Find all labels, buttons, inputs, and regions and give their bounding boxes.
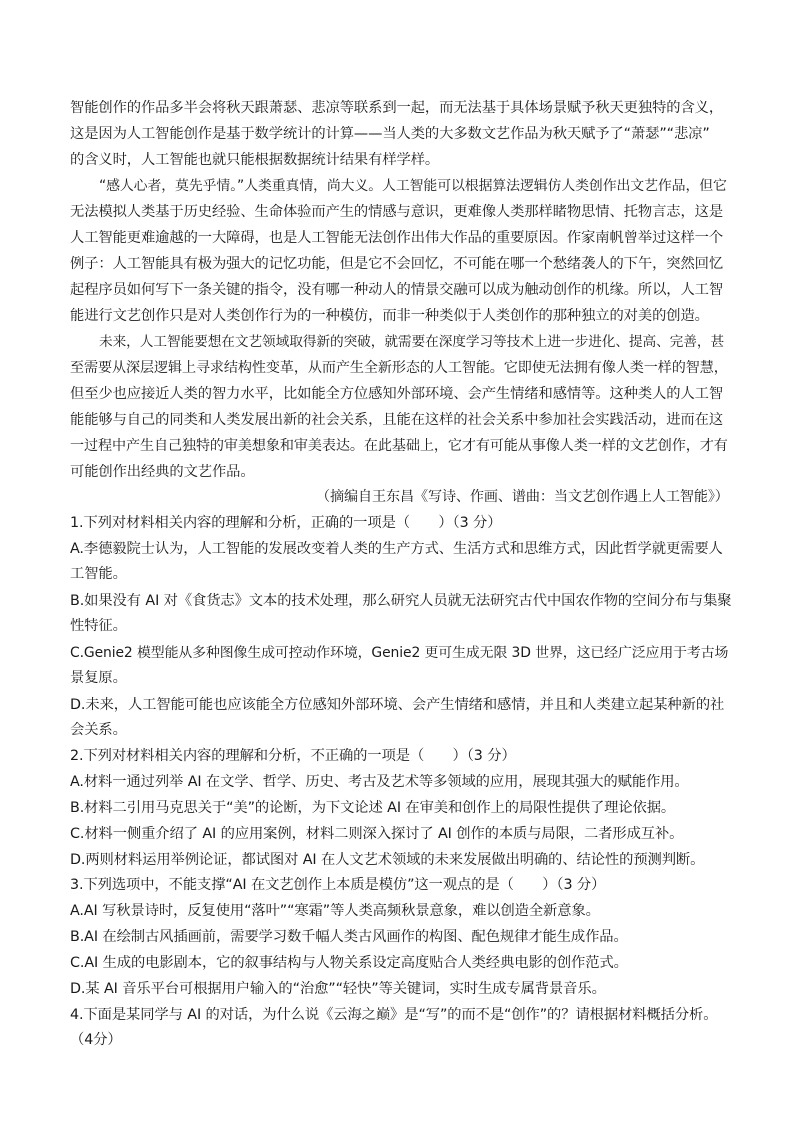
passage-line: 至需要从深层逻辑上寻求结构性变革，从而产生全新形态的人工智能。它即使无法拥有像人类一样的智慧，: [70, 360, 728, 376]
passage-line: 一过程中产生自己独特的审美想象和审美表达。在此基础上，它才有可能从事像人类一样的文艺创作，才有: [70, 438, 728, 454]
question-line: 会关系。: [70, 722, 127, 738]
question-line: （4分）: [70, 1032, 122, 1048]
question-line: C.材料一侧重介绍了 AI 的应用案例，材料二则深入探讨了 AI 创作的本质与局限，二者形成互补。: [70, 826, 684, 842]
question-line: D.未来，人工智能可能也应该能全方位感知外部环境、会产生情绪和感情，并且和人类建立起某种新的社: [70, 697, 725, 713]
passage-line: “感人心者，莫先乎情。”人类重真情，尚大义。人工智能可以根据算法逻辑仿人类创作出文艺作品，但它: [99, 178, 727, 194]
question-line: A.李德毅院士认为，人工智能的发展改变着人类的生产方式、生活方式和思维方式，因此哲学就更需要人: [70, 541, 723, 557]
passage-line: 的含义时，人工智能也就只能根据数据统计结果有样学样。: [70, 152, 440, 168]
question-line: 4.下面是某同学与 AI 的对话，为什么说《云海之巅》是“写”的而不是“创作”的？请根据材料概括分析。: [70, 1007, 718, 1023]
passage-line: 起程序员如何写下一条关键的指令，没有哪一种动人的情景交融可以成为触动创作的机缘。所以，人工智: [70, 282, 724, 298]
question-line: 1.下列对材料相关内容的理解和分析，正确的一项是（ ）（3 分）: [70, 515, 502, 531]
passage-line: 可能创作出经典的文艺作品。: [70, 464, 255, 480]
question-line: B.如果没有 AI 对《食货志》文本的技术处理，那么研究人员就无法研究古代中国农作物的空间分布与集聚: [70, 593, 732, 609]
question-line: B.AI 在绘制古风插画前，需要学习数千幅人类古风画作的构图、配色规律才能生成作品。: [70, 929, 628, 945]
passage-line: 人工智能更难逾越的一大障碍，也是人工智能无法创作出伟大作品的重要原因。作家南帆曾举过这样一个: [70, 230, 724, 246]
question-line: 3.下列选项中，不能支撑“AI 在文艺创作上本质是模仿”这一观点的是（ ）（3 分）: [70, 877, 606, 893]
passage-line: 能进行文艺创作只是对人类创作行为的一种模仿，而非一种类似于人类创作的那种独立的对美的创造。: [70, 308, 709, 324]
question-line: C.AI 生成的电影剧本，它的叙事结构与人物关系设定高度贴合人类经典电影的创作范式。: [70, 955, 628, 971]
passage-line: 这是因为人工智能创作是基于数学统计的计算——当人类的大多数文艺作品为秋天赋予了“萧瑟”“悲凉”: [70, 126, 710, 142]
passage-line: 未来，人工智能要想在文艺领域取得新的突破，就需要在深度学习等技术上进一步进化、提高、完善，甚: [99, 334, 725, 350]
question-line: D.某 AI 音乐平台可根据用户输入的“治愈”“轻快”等关键词，实时生成专属背景音乐。: [70, 981, 606, 997]
question-line: A.AI 写秋景诗时，反复使用“落叶”“寒霜”等人类高频秋景意象，难以创造全新意象。: [70, 903, 600, 919]
question-line: B.材料二引用马克思关于“美”的论断，为下文论述 AI 在审美和创作上的局限性提供了理论依据。: [70, 800, 676, 816]
passage-line: 智能创作的作品多半会将秋天跟萧瑟、悲凉等联系到一起，而无法基于具体场景赋予秋天更独特的含义，: [70, 100, 724, 116]
passage-line: 例子：人工智能具有极为强大的记忆功能，但是它不会回忆，不可能在哪一个愁绪袭人的下午，突然回忆: [70, 256, 724, 272]
question-line: D.两则材料运用举例论证，都试图对 AI 在人文艺术领域的未来发展做出明确的、结论性的预测判断。: [70, 852, 705, 868]
question-line: A.材料一通过列举 AI 在文学、哲学、历史、考古及艺术等多领域的应用，展现其强大的赋能作用。: [70, 774, 689, 790]
question-line: C.Genie2 模型能从多种图像生成可控动作环境，Genie2 更可生成无限 3D 世界，这已经广泛应用于考古场: [70, 645, 729, 661]
question-line: 2.下列对材料相关内容的理解和分析，不正确的一项是（ ）（3 分）: [70, 748, 516, 764]
question-line: 性特征。: [70, 618, 127, 634]
passage-line: 无法模拟人类基于历史经验、生命体验而产生的情感与意识，更难像人类那样睹物思情、托物言志，这是: [70, 204, 724, 220]
source-citation: （摘编自王东昌《写诗、作画、谱曲：当文艺创作遇上人工智能》）: [316, 489, 729, 505]
question-line: 工智能。: [70, 566, 127, 582]
passage-line: 但至少也应接近人类的智力水平，比如能全方位感知外部环境、会产生情绪和感情等。这种类人的人工智: [70, 386, 724, 402]
question-line: 景复原。: [70, 670, 127, 686]
passage-line: 能能够与自己的同类和人类发展出新的社会关系，且能在这样的社会关系中参加社会实践活动，进而在这: [70, 412, 724, 428]
